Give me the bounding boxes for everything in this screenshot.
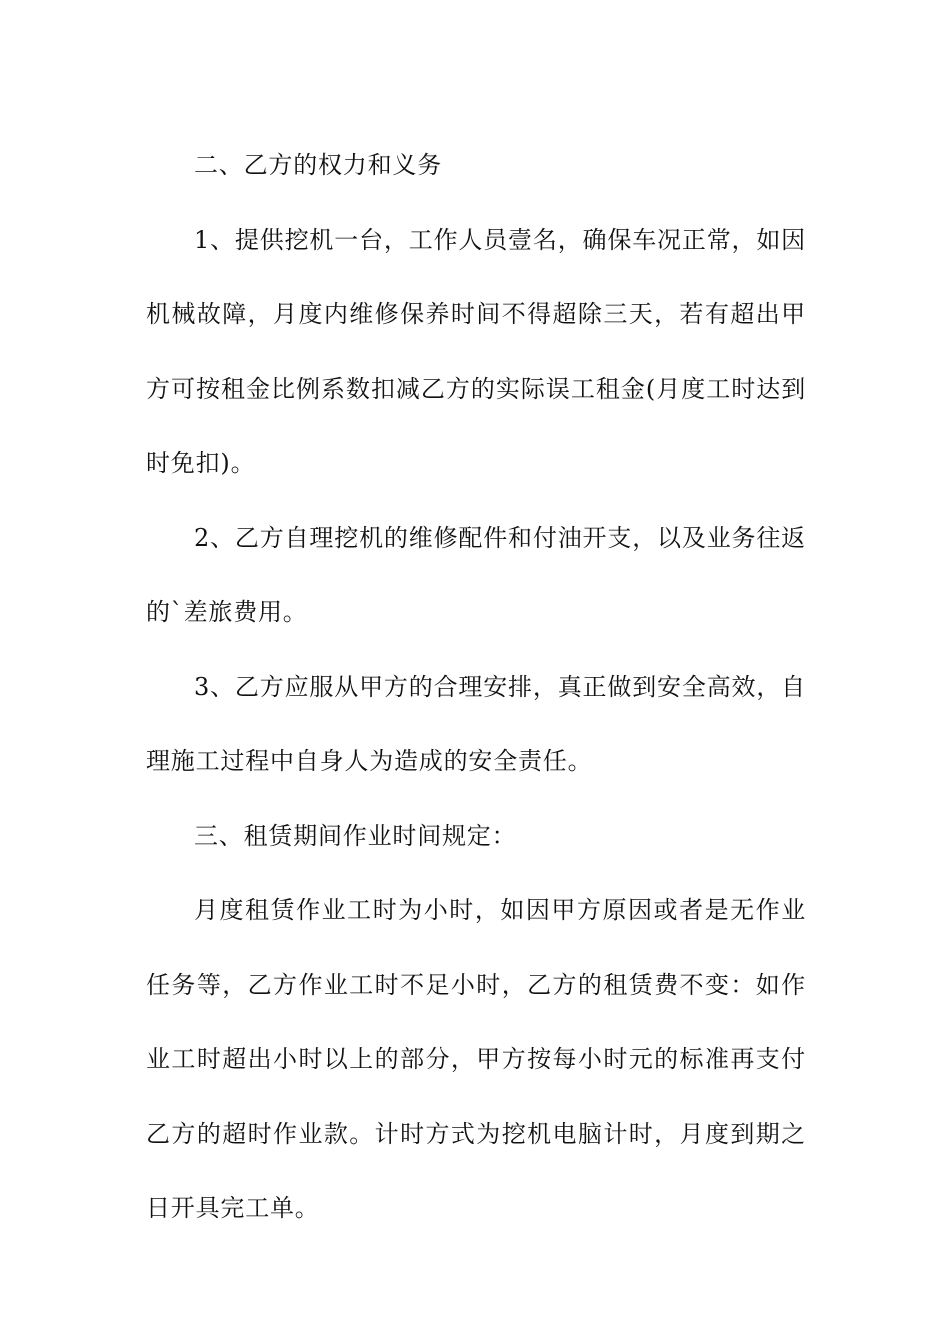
document-body [146, 128, 806, 1246]
clause-3-safety: 3、乙方应服从甲方的合理安排，真正做到安全高效，自理施工过程中自身人为造成的安全责任。 [146, 672, 806, 775]
clause-working-hours: 月度租赁作业工时为小时，如因甲方原因或者是无作业任务等，乙方作业工时不足小时，乙方的租赁费不变：如作业工时超出小时以上的部分，甲方按每小时元的标准再支付乙方的超时作业款。计时方式为挖机电脑计时，月度到期之日开具完工单。 [146, 896, 806, 1222]
clause-1-equipment: 1、提供挖机一台，工作人员壹名，确保车况正常，如因机械故障，月度内维修保养时间不得超除三天，若有超出甲方可按租金比例系数扣减乙方的实际误工租金(月度工时达到时免扣)。 [146, 225, 806, 477]
clause-2-expenses: 2、乙方自理挖机的维修配件和付油开支，以及业务往返的`差旅费用。 [146, 523, 806, 626]
section-heading-working-hours: 三、租赁期间作业时间规定： [194, 821, 517, 850]
section-heading-party-b-rights: 二、乙方的权力和义务 [194, 151, 442, 179]
